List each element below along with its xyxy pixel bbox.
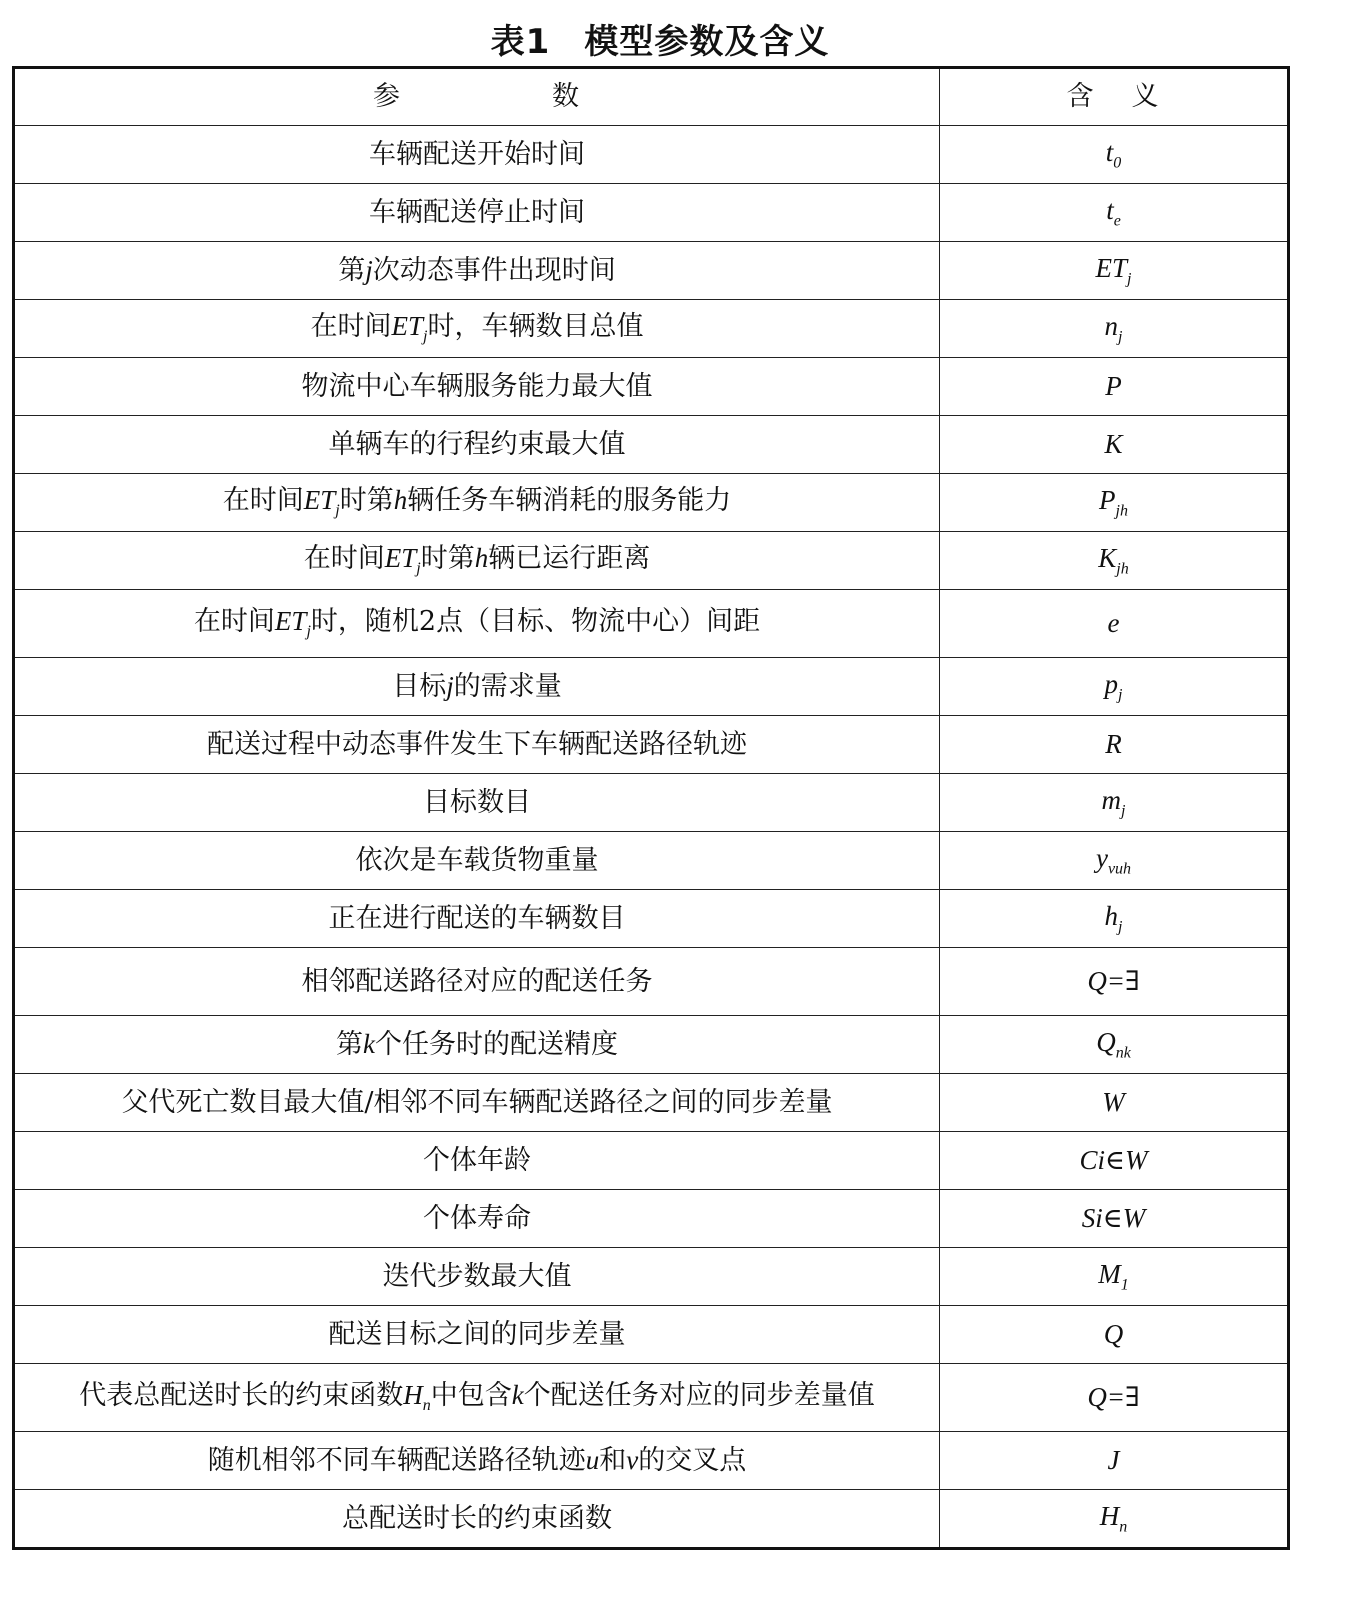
desc-text: 在时间 <box>193 605 275 637</box>
desc-text: 的需求量 <box>453 670 562 702</box>
desc-text: 车辆配送停止时间 <box>369 196 585 228</box>
desc-text: 时，车辆数目总值 <box>427 310 644 342</box>
table-row <box>14 590 1289 658</box>
desc-text: 依次是车载货物重量 <box>355 844 599 876</box>
symbol-subscript: jh <box>1115 502 1128 519</box>
symbol-cell <box>940 358 1289 416</box>
parameter-cell <box>14 474 940 532</box>
symbol-cell <box>940 590 1289 658</box>
desc-text: 代表总配送时长的约束函数 <box>79 1379 404 1411</box>
symbol-cell <box>940 474 1289 532</box>
desc-subscript: j <box>335 502 340 519</box>
table-row <box>14 774 1289 832</box>
symbol-subscript: e <box>1113 212 1121 229</box>
parameter-cell <box>14 590 940 658</box>
symbol-cell <box>940 416 1289 474</box>
desc-text: 相邻配送路径对应的配送任务 <box>301 965 653 997</box>
parameter-cell <box>14 1364 940 1432</box>
header-meaning-char-1: 含 <box>1066 81 1096 113</box>
table-row <box>14 948 1289 1016</box>
symbol-cell <box>940 832 1289 890</box>
desc-text: 时，随机2点（目标、物流中心）间距 <box>310 605 761 637</box>
parameter-cell <box>14 1490 940 1549</box>
desc-subscript: n <box>422 1397 431 1414</box>
symbol-subscript: j <box>1118 328 1123 345</box>
desc-text: 正在进行配送的车辆数目 <box>328 902 626 934</box>
table-row <box>14 416 1289 474</box>
parameter-cell <box>14 184 940 242</box>
parameter-cell <box>14 358 940 416</box>
parameter-cell <box>14 126 940 184</box>
header-meaning <box>940 68 1289 126</box>
symbol-subscript: 1 <box>1120 1276 1129 1293</box>
symbol: J <box>1107 1444 1120 1475</box>
desc-text: 配送过程中动态事件发生下车辆配送路径轨迹 <box>207 728 747 760</box>
desc-text: 第 <box>336 1028 363 1060</box>
parameter-cell <box>14 416 940 474</box>
symbol: t <box>1106 194 1114 225</box>
desc-text: 物流中心车辆服务能力最大值 <box>301 370 653 402</box>
table-row <box>14 1190 1289 1248</box>
desc-text: 迭代步数最大值 <box>382 1260 572 1292</box>
parameter-cell <box>14 832 940 890</box>
symbol: M <box>1098 1258 1121 1289</box>
symbol-cell <box>940 1016 1289 1074</box>
symbol: Si∈W <box>1081 1202 1146 1233</box>
parameter-cell <box>14 1306 940 1364</box>
header-row <box>14 68 1289 126</box>
symbol-cell <box>940 300 1289 358</box>
symbol-subscript: j <box>1118 918 1123 935</box>
symbol-subscript: vuh <box>1107 860 1132 877</box>
desc-text: 第 <box>338 254 366 286</box>
table-number: 表1 <box>490 22 551 62</box>
desc-subscript: j <box>423 328 428 345</box>
desc-subscript: j <box>416 560 421 577</box>
table-row <box>14 1074 1289 1132</box>
table-row <box>14 1016 1289 1074</box>
table-row <box>14 184 1289 242</box>
desc-text: 在时间 <box>310 310 392 342</box>
symbol: y <box>1095 842 1108 873</box>
table-caption: 模型参数及含义 <box>584 22 830 62</box>
parameter-cell <box>14 532 940 590</box>
table-row <box>14 1432 1289 1490</box>
desc-variable: j <box>365 254 373 285</box>
parameter-cell <box>14 242 940 300</box>
symbol: W <box>1102 1086 1125 1117</box>
table-row <box>14 532 1289 590</box>
desc-text: 辆已运行距离 <box>488 542 651 574</box>
symbol-subscript: nk <box>1115 1044 1131 1061</box>
parameter-cell <box>14 300 940 358</box>
symbol-cell <box>940 1190 1289 1248</box>
desc-text: 时第 <box>339 484 394 516</box>
symbol: R <box>1105 728 1122 759</box>
symbol-subscript: j <box>1118 686 1123 703</box>
symbol: Q <box>1103 1318 1124 1349</box>
symbol-cell <box>940 890 1289 948</box>
parameter-cell <box>14 1132 940 1190</box>
symbol-cell <box>940 126 1289 184</box>
desc-text: 个任务时的配送精度 <box>374 1028 618 1060</box>
symbol: Ci∈W <box>1079 1144 1148 1175</box>
parameter-cell <box>14 1190 940 1248</box>
desc-variable: k <box>363 1028 375 1059</box>
desc-variable: ET <box>303 484 336 515</box>
desc-text: 车辆配送开始时间 <box>369 138 585 170</box>
symbol-subscript: 0 <box>1113 154 1122 171</box>
table-title <box>0 14 1320 63</box>
table-row <box>14 358 1289 416</box>
desc-text: 在时间 <box>303 542 385 574</box>
desc-text: 随机相邻不同车辆配送路径轨迹 <box>207 1444 586 1476</box>
desc-text: 个体年龄 <box>423 1144 531 1176</box>
desc-text: 个配送任务对应的同步差量值 <box>523 1379 875 1411</box>
symbol: Q=∃ <box>1087 1381 1140 1412</box>
symbol: H <box>1099 1500 1120 1531</box>
desc-text: 父代死亡数目最大值/相邻不同车辆配送路径之间的同步差量 <box>121 1086 833 1118</box>
table-row <box>14 1306 1289 1364</box>
desc-text: 中包含 <box>430 1379 512 1411</box>
desc-variable: H <box>403 1379 423 1410</box>
symbol: Q=∃ <box>1087 965 1140 996</box>
symbol-cell <box>940 1248 1289 1306</box>
symbol-cell <box>940 242 1289 300</box>
symbol-subscript: j <box>1121 802 1126 819</box>
table-row <box>14 1490 1289 1549</box>
symbol-cell <box>940 1490 1289 1549</box>
symbol: p <box>1104 668 1119 699</box>
symbol-cell <box>940 658 1289 716</box>
desc-text: 次动态事件出现时间 <box>372 254 616 286</box>
symbol-cell <box>940 774 1289 832</box>
symbol-cell <box>940 716 1289 774</box>
table-row <box>14 832 1289 890</box>
desc-text: 目标 <box>392 670 447 702</box>
parameter-cell <box>14 890 940 948</box>
header-parameter-char-2: 数 <box>552 81 581 113</box>
symbol: K <box>1098 542 1117 573</box>
parameter-cell <box>14 1074 940 1132</box>
symbol-cell <box>940 1364 1289 1432</box>
parameter-cell <box>14 948 940 1016</box>
desc-text: 单辆车的行程约束最大值 <box>328 428 626 460</box>
symbol: P <box>1105 370 1122 401</box>
parameter-cell <box>14 716 940 774</box>
table-row <box>14 890 1289 948</box>
symbol-subscript: jh <box>1116 560 1129 577</box>
desc-variable: j <box>446 670 454 701</box>
symbol-subscript: j <box>1127 270 1132 287</box>
desc-text: 时第 <box>420 542 475 574</box>
desc-variable: h <box>474 542 489 573</box>
header-meaning-char-2: 义 <box>1131 81 1161 113</box>
desc-variable: u <box>585 1444 600 1475</box>
header-parameter <box>14 68 940 126</box>
desc-variable: k <box>511 1379 524 1410</box>
symbol: Q <box>1096 1026 1116 1057</box>
desc-text: 总配送时长的约束函数 <box>342 1502 612 1534</box>
desc-variable: h <box>393 484 408 515</box>
desc-variable: ET <box>391 310 424 341</box>
desc-variable: v <box>626 1444 639 1475</box>
table-row <box>14 1132 1289 1190</box>
symbol-cell <box>940 1306 1289 1364</box>
parameter-cell <box>14 774 940 832</box>
table-row <box>14 1364 1289 1432</box>
parameter-cell <box>14 1432 940 1490</box>
desc-variable: ET <box>274 605 307 636</box>
table-row <box>14 474 1289 532</box>
symbol: n <box>1104 310 1119 341</box>
parameter-cell <box>14 1016 940 1074</box>
symbol: K <box>1104 428 1123 459</box>
symbol-cell <box>940 948 1289 1016</box>
parameter-cell <box>14 1248 940 1306</box>
desc-text: 目标数目 <box>423 786 531 818</box>
symbol: e <box>1107 607 1120 638</box>
symbol-cell <box>940 532 1289 590</box>
desc-text: 在时间 <box>222 484 304 516</box>
desc-subscript: j <box>306 623 311 640</box>
symbol: P <box>1099 484 1116 515</box>
table-row <box>14 658 1289 716</box>
table-row <box>14 126 1289 184</box>
symbol-cell <box>940 184 1289 242</box>
symbol-cell <box>940 1074 1289 1132</box>
table-row <box>14 300 1289 358</box>
symbol-cell <box>940 1132 1289 1190</box>
table-row <box>14 242 1289 300</box>
header-parameter-char-1: 参 <box>373 81 402 113</box>
symbol: ET <box>1095 252 1128 283</box>
desc-text: 个体寿命 <box>423 1202 531 1234</box>
desc-variable: ET <box>384 542 417 573</box>
desc-text: 和 <box>599 1444 627 1476</box>
desc-text: 辆任务车辆消耗的服务能力 <box>407 484 732 516</box>
symbol-cell <box>940 1432 1289 1490</box>
symbol: m <box>1101 784 1122 815</box>
parameter-cell <box>14 658 940 716</box>
symbol-subscript: n <box>1119 1518 1128 1535</box>
parameter-table <box>12 66 1290 1550</box>
desc-text: 配送目标之间的同步差量 <box>328 1318 626 1350</box>
desc-text: 的交叉点 <box>638 1444 747 1476</box>
table-row <box>14 1248 1289 1306</box>
table-row <box>14 716 1289 774</box>
symbol: t <box>1105 136 1114 167</box>
symbol: h <box>1104 900 1119 931</box>
